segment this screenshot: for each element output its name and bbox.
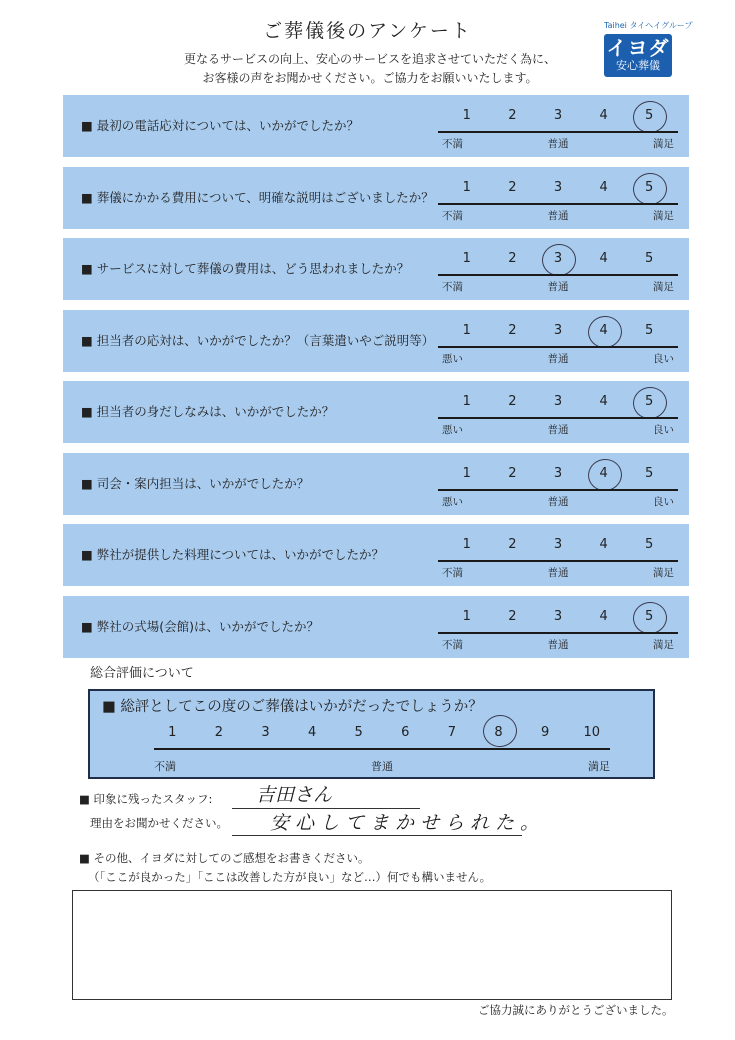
rating-scale — [438, 95, 678, 157]
staff-name-handwritten[interactable]: 吉田さん — [256, 784, 333, 806]
scale-line — [438, 203, 678, 205]
rating-option[interactable]: 4 — [599, 323, 608, 338]
scale-left-label: 不満 — [442, 639, 463, 651]
rating-option[interactable]: 3 — [553, 466, 563, 481]
rating-option[interactable]: 5 — [645, 180, 654, 195]
question-text: ■ 葬儀にかかる費用について、明確な説明はございましたか？ — [81, 188, 434, 206]
other-label: ■ その他、イヨダに対してのご感想をお書きください。 — [79, 850, 370, 866]
scale-line — [438, 632, 678, 634]
rating-option[interactable]: 3 — [553, 108, 563, 123]
selected-circle — [631, 171, 669, 207]
rating-option[interactable]: 4 — [599, 394, 608, 409]
rating-option[interactable]: 3 — [553, 609, 563, 624]
scale-line — [438, 131, 678, 133]
rating-scale — [438, 381, 678, 443]
overall-heading: 総合評価について — [90, 666, 194, 681]
intro-text — [150, 50, 590, 88]
reason-label: 理由をお聞かせください。 — [90, 816, 228, 830]
rating-option[interactable]: 2 — [508, 609, 517, 624]
selected-circle — [631, 385, 669, 421]
comments-box[interactable] — [72, 890, 672, 1000]
overall-rating-option[interactable]: 7 — [447, 725, 457, 740]
rating-option[interactable]: 2 — [508, 537, 517, 552]
reason-handwritten[interactable]: 安心してまかせられた。 — [270, 812, 546, 834]
overall-rating-option[interactable]: 5 — [354, 725, 363, 740]
question-text: ■ 最初の電話応対については、いかがでしたか？ — [81, 116, 359, 134]
rating-option[interactable]: 4 — [599, 609, 608, 624]
rating-option[interactable]: 1 — [462, 251, 471, 266]
logo-name: イヨダ — [606, 36, 670, 60]
scale-left-label: 不満 — [442, 567, 463, 579]
question-text: ■ サービスに対して葬儀の費用は、どう思われましたか？ — [81, 259, 409, 277]
overall-rating-box — [88, 689, 655, 779]
intro-line-1: 更なるサービスの向上、安心のサービスを追求させていただく為に、 — [183, 52, 556, 66]
overall-rating-option[interactable]: 1 — [168, 725, 177, 740]
overall-rating-option[interactable]: 9 — [541, 725, 550, 740]
overall-rating-option[interactable]: 8 — [494, 725, 503, 740]
overall-scale-line — [154, 748, 610, 750]
overall-question: ■ 総評としてこの度のご葬儀はいかがだったでしょうか？ — [102, 695, 483, 716]
company-logo — [604, 20, 693, 86]
overall-rating-option[interactable]: 6 — [401, 725, 410, 740]
scale-right-label: 満足 — [653, 281, 674, 293]
rating-option[interactable]: 5 — [645, 323, 654, 338]
rating-option[interactable]: 2 — [508, 180, 517, 195]
selected-circle — [631, 99, 669, 135]
rating-option[interactable]: 4 — [599, 251, 608, 266]
rating-option[interactable]: 5 — [645, 609, 654, 624]
rating-scale — [438, 238, 678, 300]
overall-rating-option[interactable]: 2 — [214, 725, 223, 740]
scale-right-label: 良い — [653, 424, 674, 436]
overall-mid-label: 普通 — [371, 760, 393, 773]
question-row — [63, 310, 689, 372]
scale-line — [438, 489, 678, 491]
scale-mid-label: 普通 — [547, 210, 569, 222]
scale-right-label: 良い — [653, 496, 674, 508]
scale-mid-label: 普通 — [547, 496, 569, 508]
rating-option[interactable]: 2 — [508, 323, 517, 338]
scale-mid-label: 普通 — [547, 281, 569, 293]
scale-right-label: 良い — [653, 353, 674, 365]
rating-option[interactable]: 3 — [553, 323, 563, 338]
scale-mid-label: 普通 — [547, 639, 569, 651]
question-row — [63, 95, 689, 157]
rating-option[interactable]: 1 — [462, 466, 471, 481]
overall-scale — [154, 691, 610, 781]
rating-option[interactable]: 4 — [599, 537, 608, 552]
rating-option[interactable]: 3 — [553, 180, 563, 195]
selected-circle — [586, 457, 624, 493]
logo-brand: Taihei タイヘイグループ — [604, 21, 693, 30]
question-row — [63, 596, 689, 658]
intro-line-2: お客様の声をお聞かせください。ご協力をお願いいたします。 — [202, 71, 538, 85]
rating-option[interactable]: 5 — [645, 394, 654, 409]
rating-scale — [438, 524, 678, 586]
question-text: ■ 司会・案内担当は、いかがでしたか？ — [81, 474, 309, 492]
scale-mid-label: 普通 — [547, 567, 569, 579]
scale-left-label: 不満 — [442, 281, 463, 293]
overall-right-label: 満足 — [588, 760, 610, 773]
scale-right-label: 満足 — [653, 639, 674, 651]
rating-option[interactable]: 3 — [553, 251, 563, 266]
question-text: ■ 弊社の式場(会館)は、いかがでしたか？ — [81, 617, 319, 635]
question-row — [63, 453, 689, 515]
scale-mid-label: 普通 — [547, 353, 569, 365]
scale-left-label: 悪い — [442, 424, 463, 436]
selected-circle — [586, 314, 624, 350]
overall-rating-option[interactable]: 10 — [583, 725, 601, 740]
rating-option[interactable]: 2 — [508, 466, 517, 481]
thanks-text: ご協力誠にありがとうございました。 — [478, 1003, 674, 1017]
rating-option[interactable]: 1 — [462, 108, 471, 123]
logo-sub: 安心葬儀 — [616, 59, 660, 72]
staff-label: ■ 印象に残ったスタッフ: — [79, 791, 212, 807]
rating-option[interactable]: 5 — [645, 251, 654, 266]
scale-line — [438, 560, 678, 562]
rating-option[interactable]: 5 — [645, 108, 654, 123]
scale-line — [438, 346, 678, 348]
rating-option[interactable]: 5 — [645, 537, 654, 552]
rating-scale — [438, 310, 678, 372]
question-text: ■ 担当者の身だしなみは、いかがでしたか？ — [81, 402, 334, 420]
rating-option[interactable]: 5 — [645, 466, 654, 481]
rating-option[interactable]: 1 — [462, 609, 471, 624]
rating-scale — [438, 453, 678, 515]
scale-right-label: 満足 — [653, 567, 674, 579]
overall-left-label: 不満 — [154, 760, 176, 773]
overall-selected-circle — [480, 713, 518, 749]
scale-left-label: 悪い — [442, 353, 463, 365]
rating-option[interactable]: 1 — [462, 323, 471, 338]
logo-box — [604, 34, 672, 77]
rating-option[interactable]: 4 — [599, 180, 608, 195]
scale-left-label: 不満 — [442, 138, 463, 150]
question-text: ■ 弊社が提供した料理については、いかがでしたか？ — [81, 545, 384, 563]
scale-line — [438, 274, 678, 276]
rating-scale — [438, 596, 678, 658]
question-row — [63, 238, 689, 300]
selected-circle — [540, 242, 578, 278]
overall-rating-option[interactable]: 4 — [307, 725, 317, 740]
overall-rating-option[interactable]: 3 — [261, 725, 270, 740]
rating-option[interactable]: 2 — [508, 394, 517, 409]
question-text: ■ 担当者の応対は、いかがでしたか？（言葉遣いやご説明等） — [81, 331, 434, 349]
reason-underline — [232, 835, 522, 836]
rating-option[interactable]: 4 — [599, 108, 608, 123]
scale-left-label: 悪い — [442, 496, 463, 508]
rating-option[interactable]: 1 — [462, 537, 471, 552]
rating-option[interactable]: 1 — [462, 394, 471, 409]
scale-line — [438, 417, 678, 419]
scale-mid-label: 普通 — [547, 424, 569, 436]
page-title: ご葬儀後のアンケート — [263, 20, 472, 42]
selected-circle — [631, 600, 669, 636]
scale-mid-label: 普通 — [547, 138, 569, 150]
rating-option[interactable]: 3 — [553, 394, 563, 409]
rating-scale — [438, 167, 678, 229]
rating-option[interactable]: 1 — [462, 180, 471, 195]
question-row — [63, 381, 689, 443]
scale-right-label: 満足 — [653, 210, 674, 222]
question-row — [63, 524, 689, 586]
question-row — [63, 167, 689, 229]
rating-option[interactable]: 4 — [599, 466, 608, 481]
rating-option[interactable]: 3 — [553, 537, 563, 552]
rating-option[interactable]: 2 — [508, 108, 517, 123]
scale-right-label: 満足 — [653, 138, 674, 150]
rating-option[interactable]: 2 — [508, 251, 517, 266]
other-sub: （「ここが良かった」「ここは改善した方が良い」など…）何でも構いません。 — [88, 870, 492, 884]
scale-left-label: 不満 — [442, 210, 463, 222]
